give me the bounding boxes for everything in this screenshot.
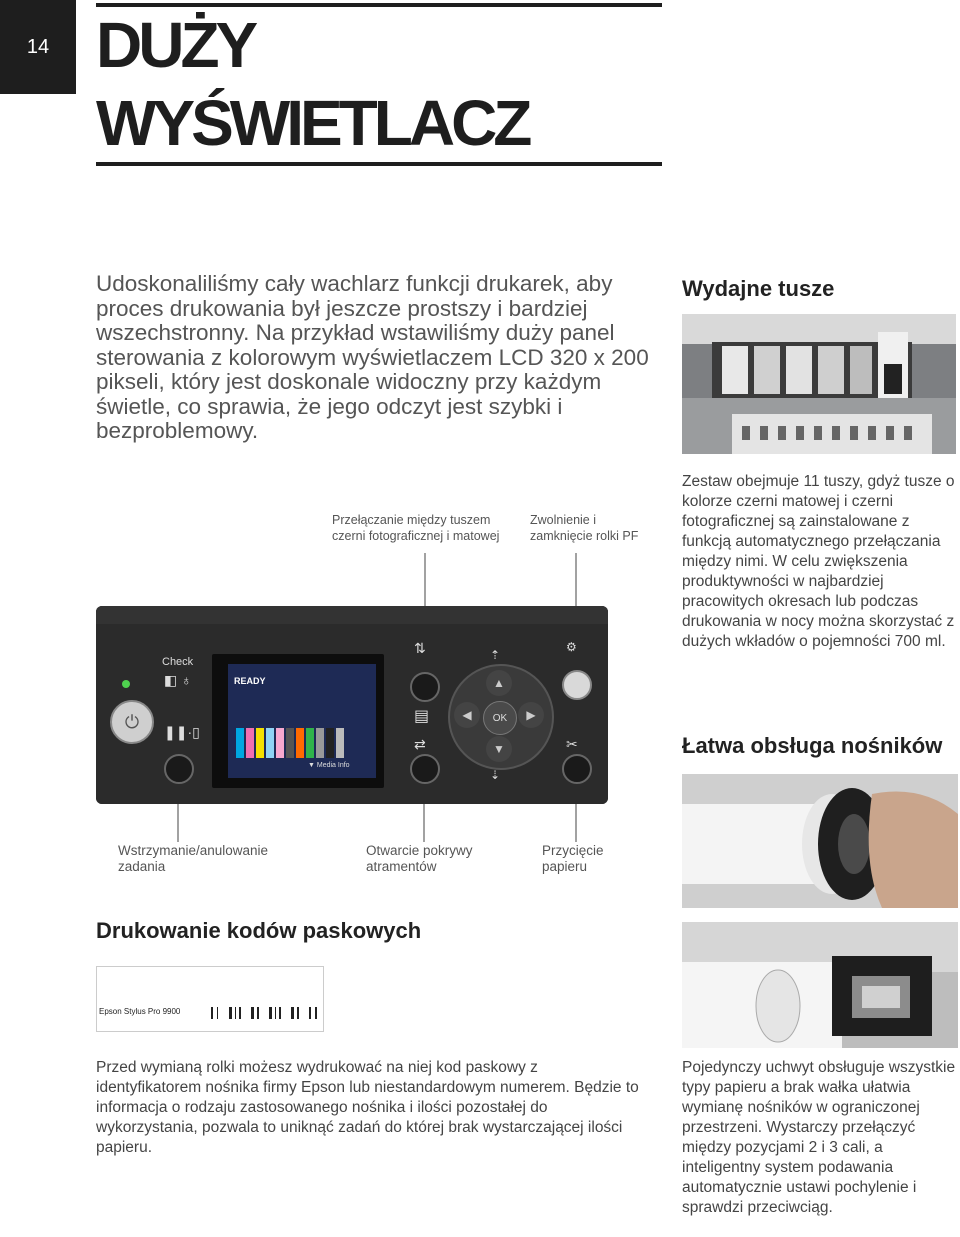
ink-cover-button[interactable] (410, 754, 440, 784)
barcode-sample (96, 966, 324, 1032)
media-body: Pojedynczy uchwyt obsługuje wszystkie typy papieru a brak wałka ułatwia wymianę nośników w ograniczonej przestrzeni. Wystarczy przełączyć między pozycjami 2 i 3 cali, a inteligentny system podawania automatycznie ustawi pochylenie i sprawdzi przeciwciąg. (682, 1059, 956, 1216)
menu-icon: ▤ (414, 708, 430, 725)
caption-pause: Wstrzymanie/anulowanie zadania (118, 843, 269, 874)
title-line-1: DUŻY (96, 9, 255, 81)
power-led (122, 680, 130, 688)
lcd-ink-levels (236, 724, 356, 760)
nav-down-button[interactable]: ▼ (486, 736, 512, 762)
page-number: 14 (0, 0, 76, 94)
ok-button[interactable]: OK (483, 701, 517, 735)
cut-button[interactable] (562, 754, 592, 784)
power-icon: ⏻ (124, 711, 140, 732)
inks-heading: Wydajne tusze (682, 276, 835, 301)
power-button[interactable] (110, 700, 154, 744)
caption-pf-roll: Zwolnienie i zamknięcie rolki PF (530, 513, 639, 543)
lcd-status: READY (234, 676, 266, 686)
ink-switch-icon: ⇅ (414, 640, 426, 656)
nav-right-button[interactable]: ▶ (518, 702, 544, 728)
barcode-heading: Drukowanie kodów paskowych (96, 918, 422, 943)
caption-ink-switch: Przełączanie między tuszem czerni fotograficznej i matowej (332, 513, 500, 543)
ink-cover-icon: ⇄ (414, 736, 426, 752)
lcd-footer: ▼ Media Info (308, 762, 350, 769)
barcode-bars (211, 1005, 319, 1021)
paper-feed-icon: ⇡ (490, 648, 501, 662)
intro-paragraph: Udoskonaliliśmy cały wachlarz funkcji drukarek, aby proces drukowania był jeszcze prostszy i bardziej wszechstronny. Na przykład wstawiliśmy duży panel sterowania z kolorowym wyświetlaczem LCD 320 x 200 pikseli, który jest doskonale widoczny przy każdym świetle, co sprawia, że jego odczyt jest szybki i bezproblemowy. (96, 271, 649, 443)
pf-roll-icon: ⚙ (566, 640, 577, 654)
title-line-2: WYŚWIETLACZ (96, 87, 529, 159)
barcode-label: Epson Stylus Pro 9900 (99, 1007, 181, 1016)
nav-left-button[interactable]: ◀ (454, 702, 480, 728)
cut-icon: ✂ (566, 736, 578, 752)
media-heading: Łatwa obsługa nośników (682, 733, 943, 758)
paper-source-icon: ⇣ (490, 768, 501, 782)
pause-icon: ❚❚·▯ (164, 724, 200, 740)
lcd-screen (228, 664, 376, 778)
lcd-bezel (212, 654, 384, 788)
pause-cancel-button[interactable] (164, 754, 194, 784)
media-holder-photo (682, 922, 958, 1048)
nav-up-button[interactable]: ▲ (486, 670, 512, 696)
barcode-body: Przed wymianą rolki możesz wydrukować na niej kod paskowy z identyfikatorem nośnika firmy Epson lub niestandardowym numerem. Będzie to informacja o rodzaju zastosowanego nośnika i ilości pozostałej do wykorzystania, pozwala to uniknąć zadań do której brak wystarczającej ilości papieru. (96, 1059, 639, 1156)
check-label: Check (162, 656, 194, 668)
caption-ink-cover: Otwarcie pokrywy atramentów (366, 843, 473, 874)
check-icons: ◧ ♁ (164, 672, 192, 688)
inks-body: Zestaw obejmuje 11 tuszy, gdyż tusze o kolorze czerni matowej i czerni fotograficznej są zainstalowane z funkcją automatycznego przełączania między nimi. W celu zwiększenia produktywności w najbardziej pracowitych okresach lub podczas drukowania w nocy można skorzystać z dużych wkładów o pojemności 700 ml. (682, 473, 955, 650)
pf-roll-button[interactable] (562, 670, 592, 700)
ink-switch-button[interactable] (410, 672, 440, 702)
caption-cut: Przycięcie papieru (542, 843, 604, 874)
navigation-pad (448, 664, 554, 770)
media-roll-photo (682, 774, 958, 908)
